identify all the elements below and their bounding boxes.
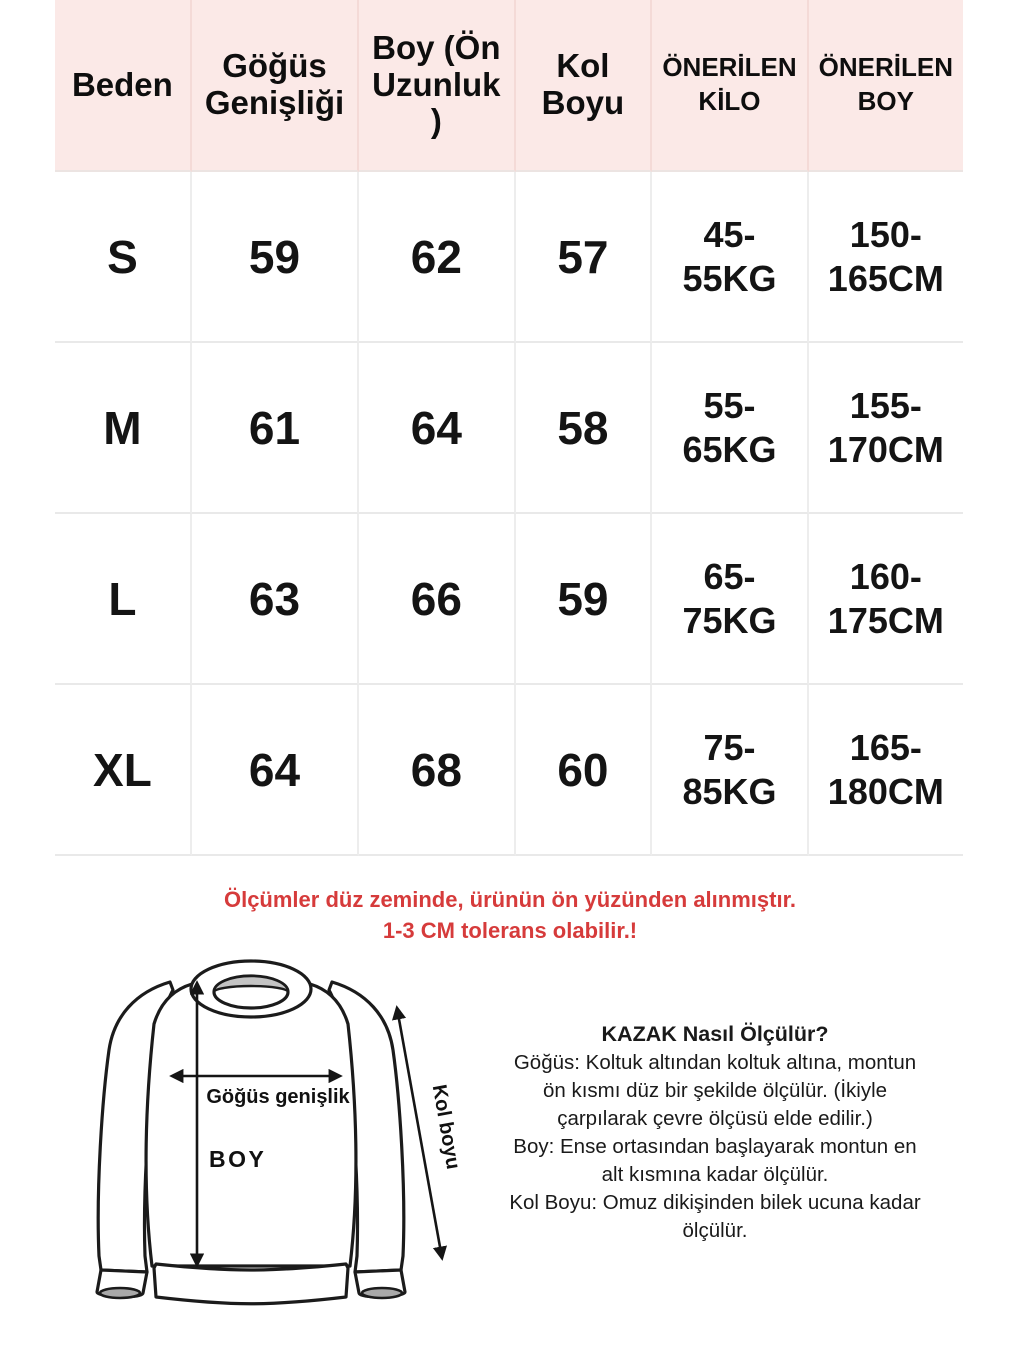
cell-s-boy-cm: 150-165CM	[809, 172, 963, 343]
cell-s-kilo: 45-55KG	[652, 172, 808, 343]
cell-xl-gogus: 64	[192, 685, 359, 856]
cell-xl-kilo: 75-85KG	[652, 685, 808, 856]
cell-s-gogus: 59	[192, 172, 359, 343]
notice-line-2: 1-3 CM tolerans olabilir.!	[382, 918, 638, 943]
header-cell-onerilen-kilo: ÖNERİLEN KİLO	[652, 0, 808, 172]
cell-size-m: M	[55, 343, 192, 514]
cell-m-boy: 64	[359, 343, 515, 514]
cell-m-gogus: 61	[192, 343, 359, 514]
cell-l-kilo: 65-75KG	[652, 514, 808, 685]
size-table	[55, 0, 963, 856]
measurement-notice	[0, 884, 1020, 946]
instruction-chest: Göğüs: Koltuk altından koltuk altına, montun ön kısmı düz bir şekilde ölçülür. (İkiyle çarpılarak çevre ölçüsü elde edilir.)	[513, 1051, 917, 1130]
cell-m-kol: 58	[516, 343, 653, 514]
instructions-title: KAZAK Nasıl Ölçülür?	[601, 1022, 829, 1046]
hem-band	[154, 1264, 348, 1304]
cell-s-boy: 62	[359, 172, 515, 343]
left-cuff-opening	[100, 1288, 140, 1298]
header-cell-gogus: Göğüs Genişliği	[192, 0, 359, 172]
cell-size-xl: XL	[55, 685, 192, 856]
header-cell-beden: Beden	[55, 0, 192, 172]
torso	[146, 984, 356, 1266]
header-cell-boy: Boy (Ön Uzunluk )	[359, 0, 515, 172]
notice-line-1: Ölçümler düz zeminde, ürünün ön yüzünden alınmıştır.	[223, 887, 797, 912]
cell-xl-boy: 68	[359, 685, 515, 856]
instruction-length: Boy: Ense ortasından başlayarak montun en alt kısmına kadar ölçülür.	[513, 1135, 917, 1186]
instruction-sleeve: Kol Boyu: Omuz dikişinden bilek ucuna kadar ölçülür.	[509, 1191, 921, 1242]
how-to-measure-block	[500, 1020, 930, 1245]
cell-l-kol: 59	[516, 514, 653, 685]
sweater-measurement-diagram	[72, 956, 524, 1360]
header-cell-onerilen-boy: ÖNERİLEN BOY	[809, 0, 963, 172]
sleeve-label: Kol boyu	[427, 1082, 465, 1171]
right-cuff-opening	[362, 1288, 402, 1298]
cell-l-boy-cm: 160-175CM	[809, 514, 963, 685]
cell-xl-kol: 60	[516, 685, 653, 856]
chest-label: Göğüs genişlik	[206, 1086, 350, 1108]
cell-size-l: L	[55, 514, 192, 685]
cell-l-boy: 66	[359, 514, 515, 685]
length-label: BOY	[209, 1146, 267, 1172]
cell-m-boy-cm: 155-170CM	[809, 343, 963, 514]
cell-l-gogus: 63	[192, 514, 359, 685]
sweater-sketch	[72, 956, 524, 1360]
cell-size-s: S	[55, 172, 192, 343]
header-cell-kol-boyu: Kol Boyu	[516, 0, 653, 172]
cell-xl-boy-cm: 165-180CM	[809, 685, 963, 856]
cell-m-kilo: 55-65KG	[652, 343, 808, 514]
cell-s-kol: 57	[516, 172, 653, 343]
